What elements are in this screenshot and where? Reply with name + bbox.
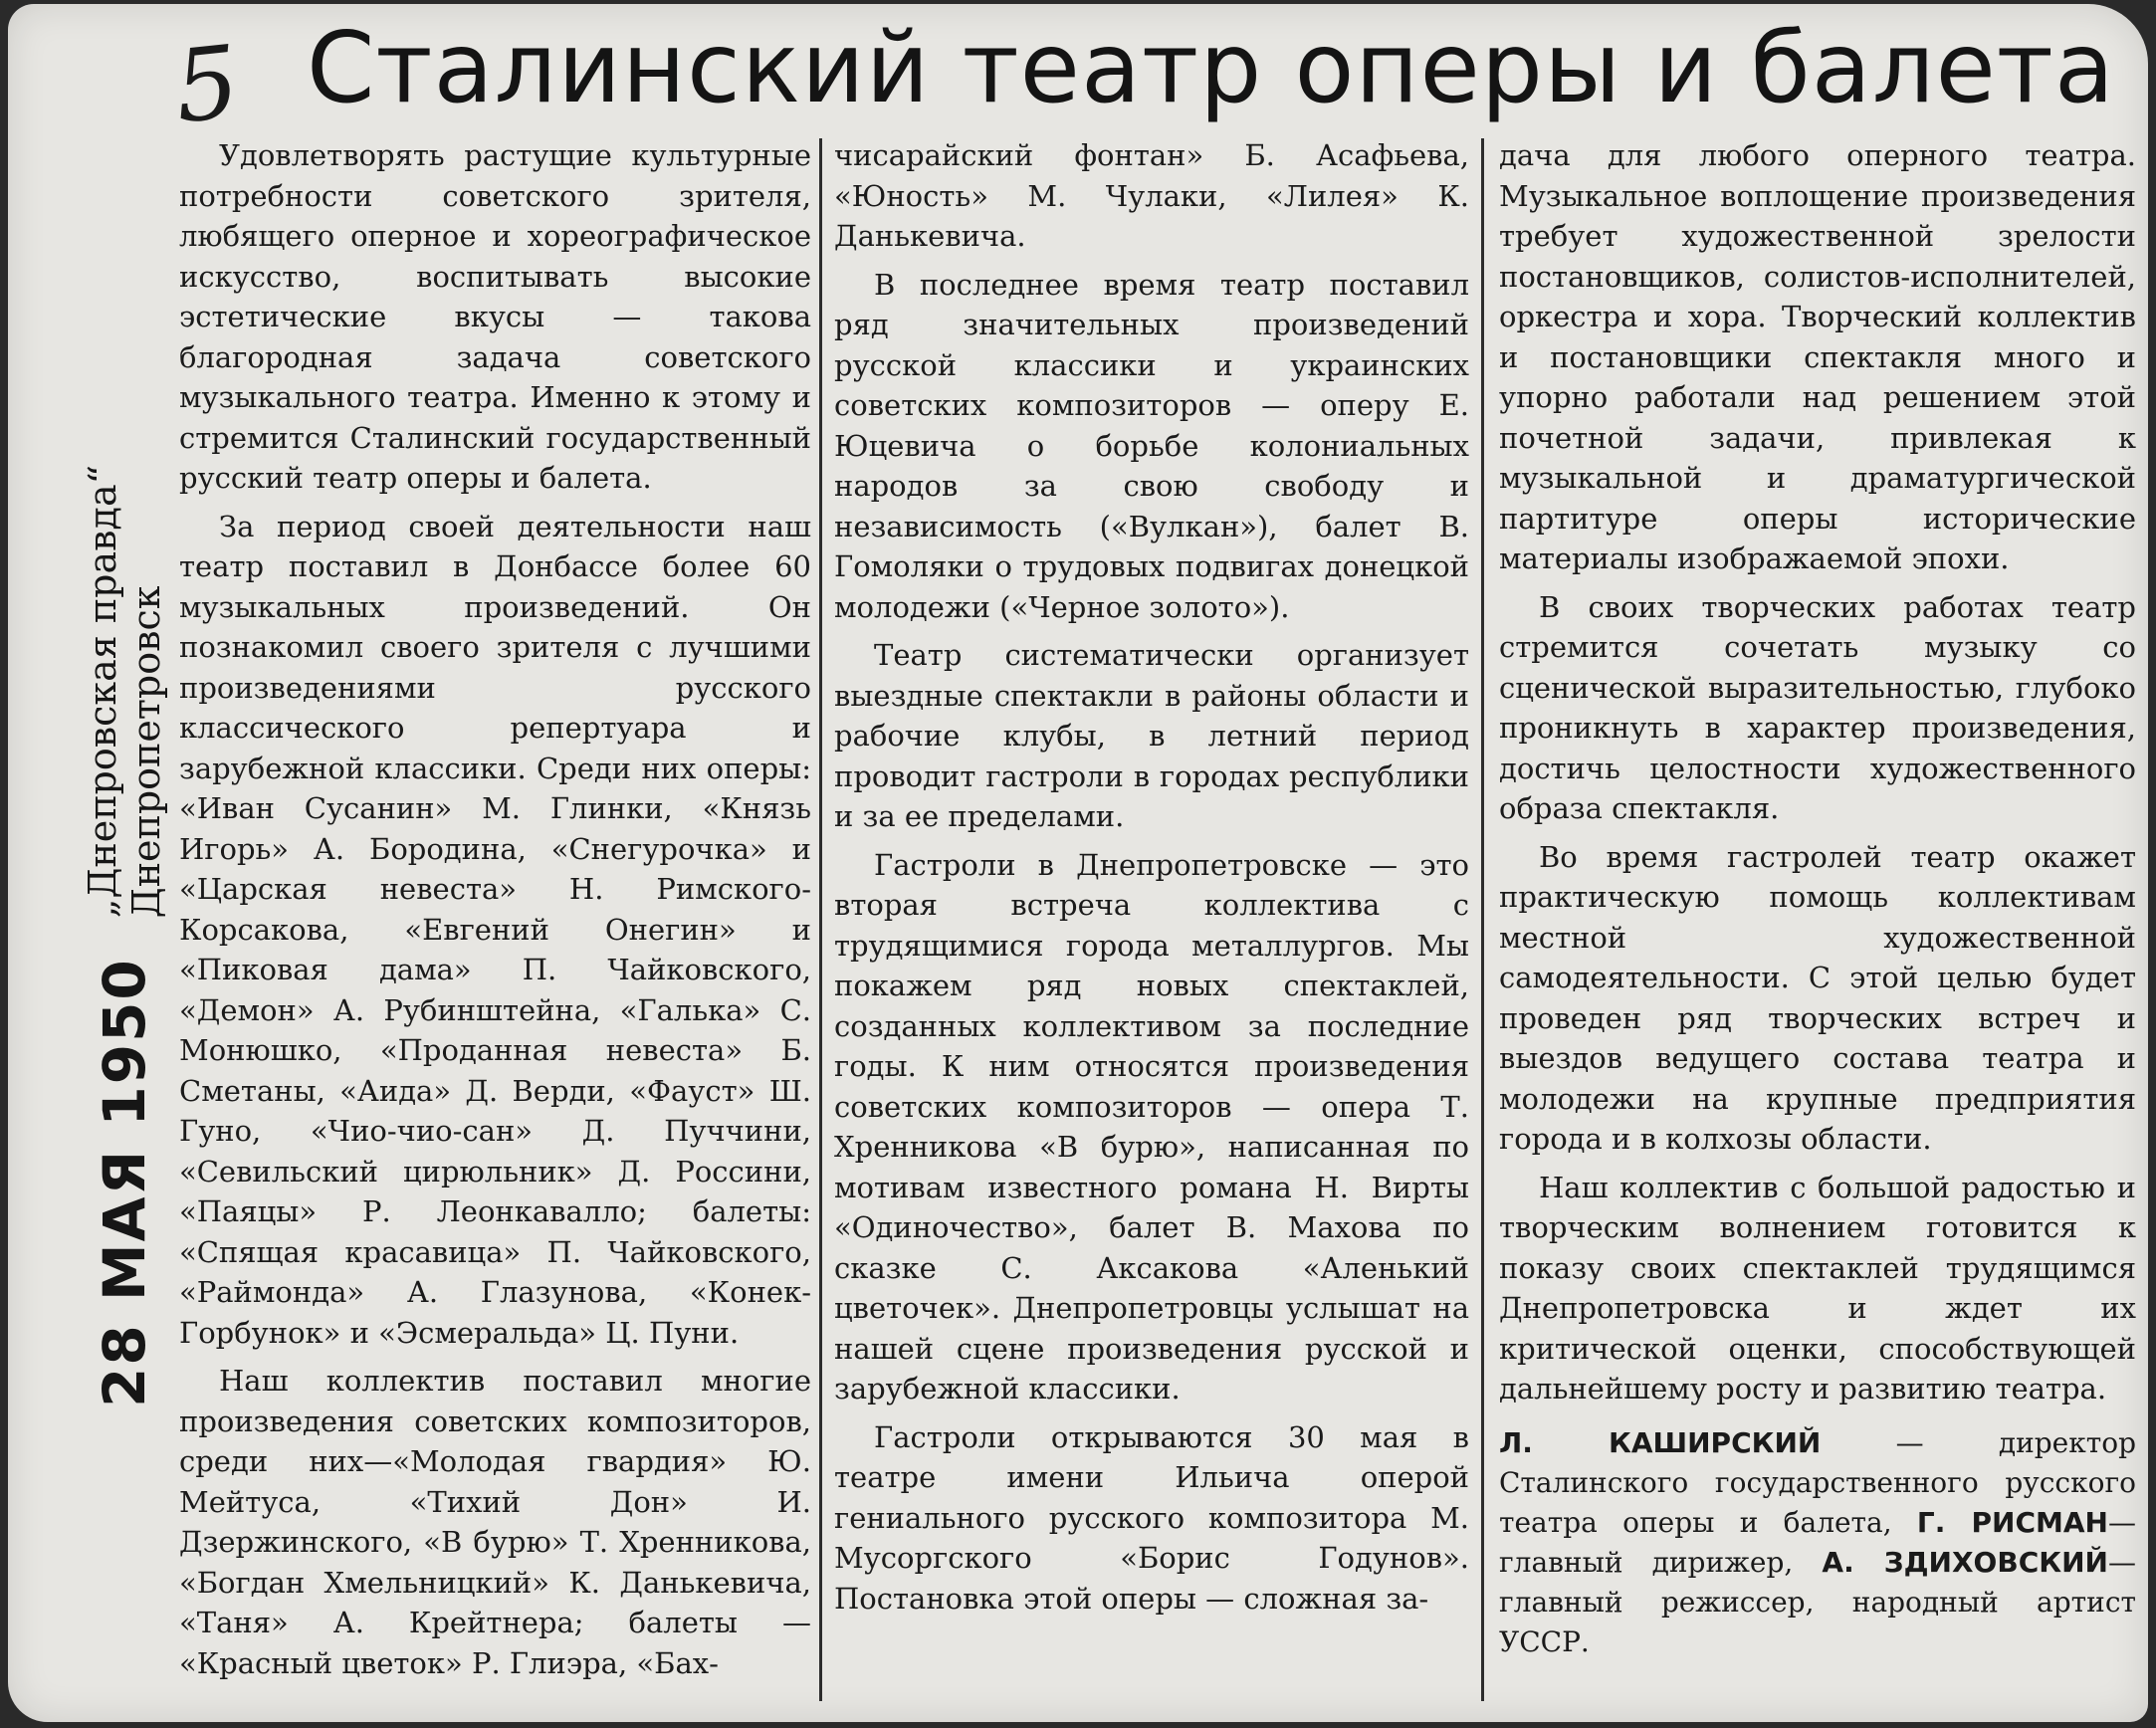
- paragraph: Наш коллектив поставил многие произведения советских композиторов, среди них—«Молодая гвардия» Ю. Мейтуса, «Тихий Дон» И. Дзержинского, «В бурю» Т. Хренникова, «Богдан Хмельницкий» К. Данькевича, «Таня» А. Крейтнера; балеты — «Красный цветок» Р. Глиэра, «Бах-: [179, 1364, 811, 1680]
- paragraph: Наш коллектив с большой радостью и творческим волнением готовится к показу своих спектаклей трудящимся Днепропетровска и ждет их критической оценки, способствующей дальнейшему росту и развитию театра.: [1499, 1170, 2136, 1405]
- article-column-2: [834, 135, 1469, 1718]
- stamp-newspaper: „Днепровская правда“: [81, 464, 124, 919]
- paragraph: Во время гастролей театр окажет практическую помощь коллективам местной художественной самодеятельности. С этой целью будет проведен ряд творческих встреч и выездов ведущего состава театра и молодежи на крупные предприятия города и в колхозы области.: [1499, 839, 2136, 1156]
- signature-block: [1499, 1423, 2136, 1662]
- column-rule: [1481, 138, 1484, 1701]
- date-stamp: [70, 313, 179, 1407]
- paragraph: дача для любого оперного театра. Музыкальное воплощение произведения требует художественной зрелости постановщиков, солистов-исполнителей, оркестра и хора. Творческий коллектив и постановщики спектакля много и упорно работали над решением этой почетной задачи, привлекая к музыкальной и драматургической партитуре оперы исторические материалы изображаемой эпохи.: [1499, 138, 2136, 575]
- column-rule: [819, 138, 822, 1701]
- paragraph: За период своей деятельности наш театр поставил в Донбассе более 60 музыкальных произведений. Он познакомил своего зрителя с лучшими произведениями русского классического репертуара и зарубежной классики. Среди них оперы: «Иван Сусанин» М. Глинки, «Князь Игорь» А. Бородина, «Снегурочка» и «Царская невеста» Н. Римского-Корсакова, «Евгений Онегин» и «Пиковая дама» П. Чайковского, «Демон» А. Рубинштейна, «Галька» С. Монюшко, «Проданная невеста» Б. Сметаны, «Аида» Д. Верди, «Фауст» Ш. Гуно, «Чио-чио-сан» Д. Пуччини, «Севильский цирюльник» Д. Россини, «Паяцы» Р. Леонкавалло; балеты: «Спящая красавица» П. Чайковского, «Раймонда» А. Глазунова, «Конек-Горбунок» и «Эсмеральда» Ц. Пуни.: [179, 509, 811, 1350]
- signature-role: —главный режиссер, народный артист УССР.: [1499, 1545, 2136, 1658]
- signature-name: Г. РИСМАН: [1916, 1505, 2108, 1539]
- article-column-1: [179, 135, 811, 1718]
- headline: Сталинский театр оперы и балета: [307, 12, 2115, 125]
- paragraph: Театр систематически организует выездные спектакли в районы области и рабочие клубы, в летний период проводит гастроли в городах республики и за ее пределами.: [834, 638, 1469, 833]
- stamp-city: Днепропетровск: [124, 585, 168, 919]
- article-column-3: [1499, 135, 2136, 1718]
- stamp-date: 28 МАЯ 1950: [91, 958, 158, 1407]
- paragraph: Гастроли в Днепропетровске — это вторая встреча коллектива с трудящимися города металлургов. Мы покажем ряд новых спектаклей, созданных коллективом за последние годы. К ним относятся произведения советских композиторов — опера Т. Хренникова «В бурю», написанная по мотивам известного романа Н. Вирты «Одиночество», балет В. Махова по сказке С. Аксакова «Аленький цветочек». Днепропетровцы услышат на нашей сцене произведения русской и зарубежной классики.: [834, 847, 1469, 1405]
- signature-name: А. ЗДИХОВСКИЙ: [1822, 1545, 2108, 1579]
- signature-name: Л. КАШИРСКИЙ: [1499, 1425, 1822, 1459]
- signature-role: — директор Сталинского государственного русского театра оперы и балета,: [1499, 1425, 2137, 1539]
- paragraph: В своих творческих работах театр стремится сочетать музыку со сценической выразительностью, глубоко проникнуть в характер произведения, достичь целостности художественного образа спектакля.: [1499, 589, 2136, 825]
- signature-role: —главный дирижер,: [1499, 1505, 2136, 1579]
- newspaper-clipping: [8, 4, 2148, 1722]
- handwritten-number: 5: [169, 23, 245, 146]
- paragraph: Гастроли открываются 30 мая в театре имени Ильича оперой гениального русского композитора М. Мусоргского «Борис Годунов». Постановка этой оперы — сложная за-: [834, 1419, 1469, 1616]
- paragraph: Удовлетворять растущие культурные потребности советского зрителя, любящего оперное и хореографическое искусство, воспитывать высокие эстетические вкусы — такова благородная задача советского музыкального театра. Именно к этому и стремится Сталинский государственный русский театр оперы и балета.: [179, 138, 811, 495]
- paragraph: В последнее время театр поставил ряд значительных произведений русской классики и украинских советских композиторов — оперу Е. Юцевича о борьбе колониальных народов за свою свободу и независимость («Вулкан»), балет В. Гомоляки о трудовых подвигах донецкой молодежи («Черное золото»).: [834, 267, 1469, 624]
- paragraph: чисарайский фонтан» Б. Асафьева, «Юность» М. Чулаки, «Лилея» К. Данькевича.: [834, 138, 1469, 253]
